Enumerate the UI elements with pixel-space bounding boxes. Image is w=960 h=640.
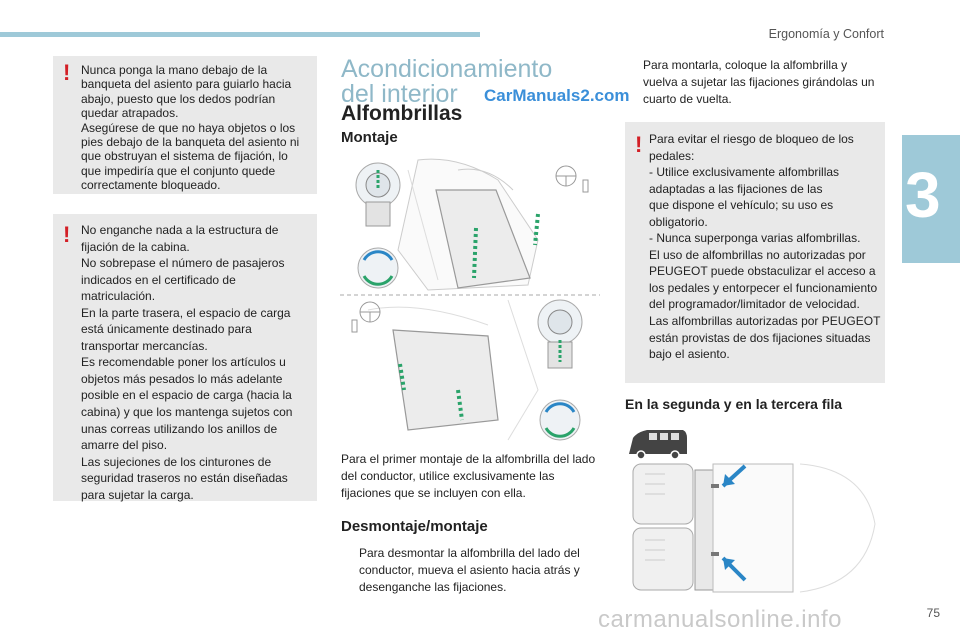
page-title: Acondicionamiento del interior (341, 55, 553, 108)
green-arrow-icon (474, 228, 476, 278)
section-title: Ergonomía y Confort (768, 27, 884, 41)
warning-box-hands (53, 56, 317, 194)
heading-segunda-tercera-fila: En la segunda y en la tercera fila (625, 396, 843, 412)
heading-alfombrillas: Alfombrillas (341, 102, 463, 125)
warning-box-pedals (625, 122, 885, 383)
floor-mat-illustration (338, 150, 600, 446)
page-number: 75 (926, 606, 940, 620)
chapter-number: 3 (905, 159, 941, 231)
warning-exclamation-icon: ! (63, 222, 71, 247)
rotate-fastener-icon (358, 248, 398, 288)
bullet-text: Para montarla, coloque la alfombrilla y vuelva a sujetar las fijaciones girándolas un cuarto de vuelta. (643, 58, 875, 106)
warning-text: Nunca ponga la mano debajo de la banqueta del asiento para guiarlo hacia abajo, puesto que los dedos podrían quedar atrapados. Asegúrese de que no haya objetos o los pies debajo de la banqueta del asiento ni que obstruyan el sistema de fijación, lo que impediría que el conjunto quede correctamente bloqueado. (81, 63, 300, 193)
watermark-bottom: carmanualsonline.info (598, 606, 842, 633)
heading-desmontaje: Desmontaje/montaje (341, 518, 488, 535)
rotate-fastener-icon (540, 400, 580, 440)
seat-shape (633, 528, 693, 590)
rear-rows-illustration (625, 424, 887, 596)
top-accent-bar (0, 32, 480, 37)
warning-text: No enganche nada a la estructura de fijación de la cabina. No sobrepase el número de pasajeros indicados en el certificado de matriculación. En la parte trasera, el espacio de carga está únicamente destinado para transportar mercancías. Es recomendable poner los artículos u objetos más pesados lo más adelante posible en el espacio de carga (hacia la cabina) y que los mantenga sujetos con unas correas utilizando los anillos de amarre del piso. Las sujeciones de los cinturones de seguridad traseros no están diseñadas para sujetar la carga. (81, 223, 293, 502)
warning-exclamation-icon: ! (63, 60, 71, 85)
heading-montaje: Montaje (341, 129, 398, 146)
floor-mat-shape (393, 330, 498, 430)
warning-box-cargo (53, 214, 317, 501)
bullet-text: Para desmontar la alfombrilla del lado del conductor, mueva el asiento hacia atrás y desenganche las fijaciones. (359, 546, 580, 594)
warning-text: Para evitar el riesgo de bloqueo de los pedales: - Utilice exclusivamente alfombrillas adaptadas a las fijaciones de las que dispone el vehículo; su uso es obligatorio. - Nunca superponga varias alfombrillas. El uso de alfombrillas no autorizadas por PEUGEOT puede obstaculizar el acceso a los pedales y entorpecer el funcionamiento del programador/limitador de velocidad. Las alfombrillas autorizadas por PEUGEOT están provistas de dos fijaciones situadas bajo el asiento. (649, 132, 881, 362)
primer-montaje-text: Para el primer montaje de la alfombrilla del lado del conductor, utilice exclusivamente las fijaciones que se incluyen con ella. (341, 452, 596, 500)
watermark-logo: CarManuals2.com (484, 86, 630, 105)
warning-exclamation-icon: ! (635, 132, 643, 157)
